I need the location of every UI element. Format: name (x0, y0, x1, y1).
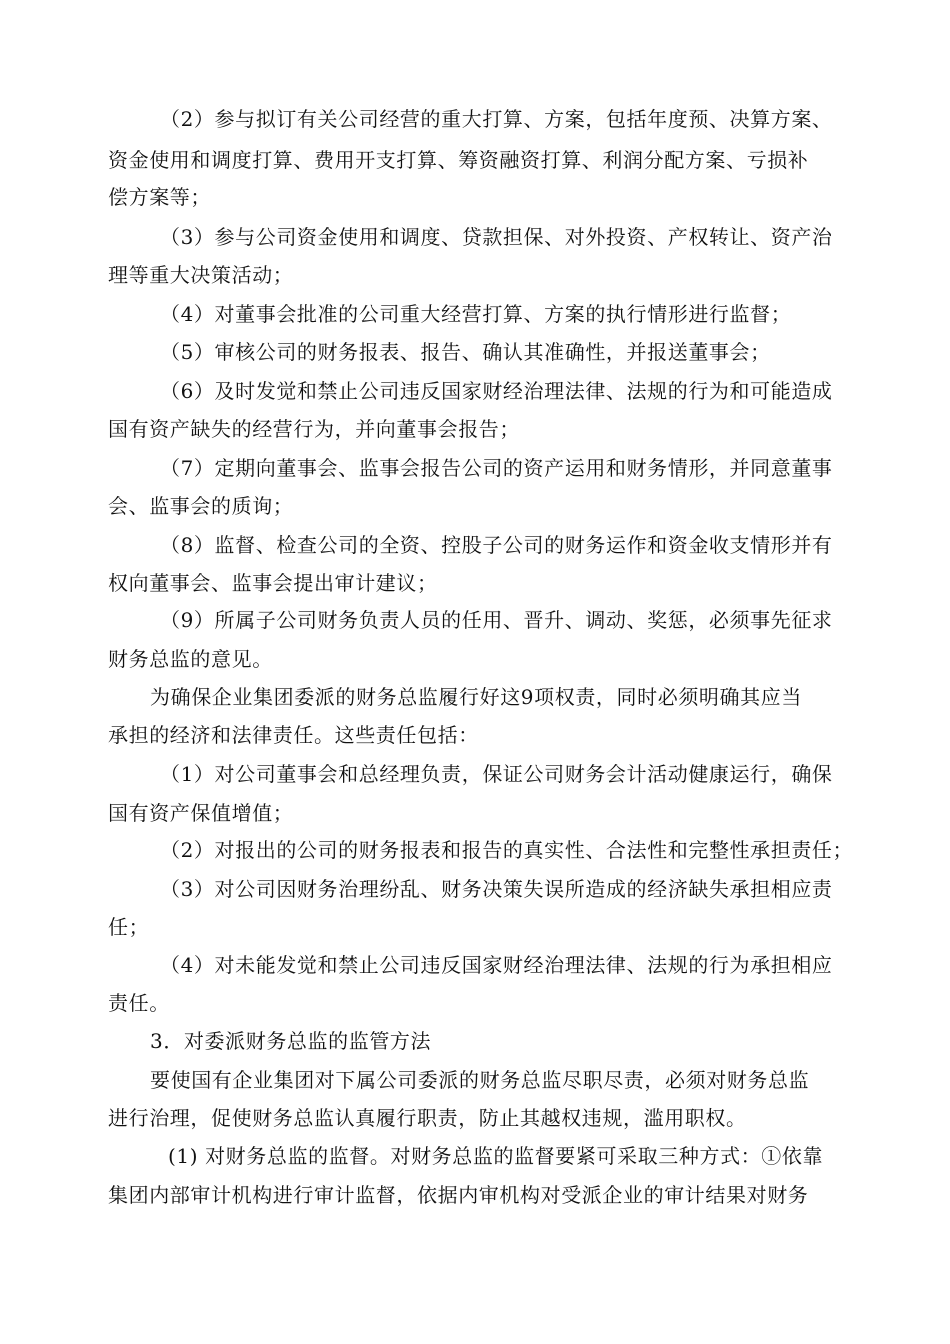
responsibility-item-4-line-1: （4）对未能发觉和禁止公司违反国家财经治理法律、法规的行为承担相应 (160, 953, 833, 977)
paragraph-item-7-line-1: （7）定期向董事会、监事会报告公司的资产运用和财务情形，并同意董事 (160, 456, 833, 480)
paragraph-item-8-line-2: 权向董事会、监事会提出审计建议； (108, 571, 438, 595)
paragraph-item-4-line-1: （4）对董事会批准的公司重大经营打算、方案的执行情形进行监督； (160, 302, 792, 326)
supervision-item-1-line-2: 集团内部审计机构进行审计监督，依据内审机构对受派企业的审计结果对财务 (108, 1183, 809, 1207)
paragraph-item-9-line-1: （9）所属子公司财务负责人员的任用、晋升、调动、奖惩，必须事先征求 (160, 608, 833, 632)
paragraph-item-2-line-3: 偿方案等； (108, 185, 211, 209)
paragraph-item-2-line-1: （2）参与拟订有关公司经营的重大打算、方案，包括年度预、决算方案、 (160, 107, 833, 131)
paragraph-item-8-line-1: （8）监督、检查公司的全资、控股子公司的财务运作和资金收支情形并有 (160, 533, 833, 557)
paragraph-item-5-line-1: （5）审核公司的财务报表、报告、确认其准确性，并报送董事会； (160, 340, 771, 364)
paragraph-item-6-line-2: 国有资产缺失的经营行为，并向董事会报告； (108, 417, 520, 441)
responsibility-intro-line-2: 承担的经济和法律责任。这些责任包括： (108, 723, 479, 747)
paragraph-item-3-line-1: （3）参与公司资金使用和调度、贷款担保、对外投资、产权转让、资产治 (160, 225, 833, 249)
section-heading: 3．对委派财务总监的监管方法 (150, 1029, 432, 1053)
responsibility-item-4-line-2: 责任。 (108, 991, 170, 1015)
responsibility-intro-line-1: 为确保企业集团委派的财务总监履行好这9项权责，同时必须明确其应当 (150, 685, 802, 709)
supervision-intro-line-2: 进行治理，促使财务总监认真履行职责，防止其越权违规，滥用职权。 (108, 1106, 747, 1130)
paragraph-item-2-line-2: 资金使用和调度打算、费用开支打算、筹资融资打算、利润分配方案、亏损补 (108, 148, 809, 172)
paragraph-item-3-line-2: 理等重大决策活动； (108, 263, 294, 287)
supervision-intro-line-1: 要使国有企业集团对下属公司委派的财务总监尽职尽责，必须对财务总监 (150, 1068, 810, 1092)
responsibility-item-2-line-1: （2）对报出的公司的财务报表和报告的真实性、合法性和完整性承担责任； (160, 838, 854, 862)
responsibility-item-1-line-1: （1）对公司董事会和总经理负责，保证公司财务会计活动健康运行，确保 (160, 762, 833, 786)
paragraph-item-6-line-1: （6）及时发觉和禁止公司违反国家财经治理法律、法规的行为和可能造成 (160, 379, 833, 403)
responsibility-item-3-line-2: 任； (108, 915, 150, 939)
paragraph-item-7-line-2: 会、监事会的质询； (108, 494, 294, 518)
paragraph-item-9-line-2: 财务总监的意见。 (108, 647, 273, 671)
responsibility-item-3-line-1: （3）对公司因财务治理纷乱、财务决策失误所造成的经济缺失承担相应责 (160, 877, 833, 901)
supervision-item-1-line-1: (1) 对财务总监的监督。对财务总监的监督要紧可采取三种方式：①依靠 (168, 1144, 824, 1168)
responsibility-item-1-line-2: 国有资产保值增值； (108, 801, 294, 825)
